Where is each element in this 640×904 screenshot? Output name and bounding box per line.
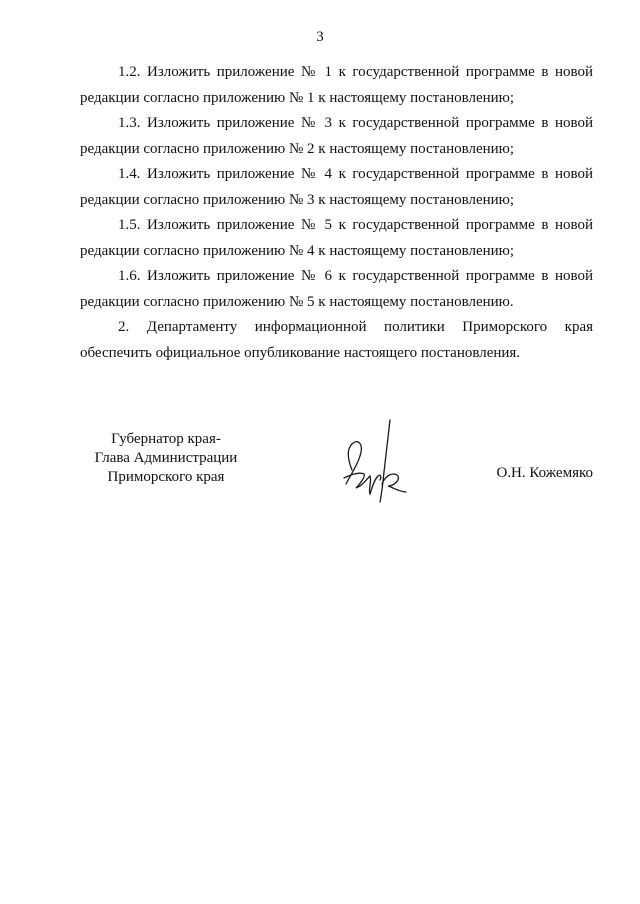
paragraph-1-5 [80,213,593,264]
signatory-name: О.Н. Кожемяко [496,465,593,481]
paragraph-continuation: редакции согласно приложению № 4 к настоящему постановлению; [80,242,515,259]
paragraph-first-line: 1.6. Изложить приложение № 6 к государственной программе в новой [118,268,593,284]
signatory-position-line: Губернатор края- [111,431,221,447]
paragraph-continuation: редакции согласно приложению № 2 к настоящему постановлению; [80,140,515,157]
paragraph-first-line: 1.5. Изложить приложение № 5 к государственной программе в новой [118,217,593,233]
paragraph-1-2 [80,60,593,111]
paragraph-first-line: 1.4. Изложить приложение № 4 к государственной программе в новой [118,166,593,182]
page-number: 3 [316,29,324,45]
signatory-position-line: Глава Администрации [94,450,238,466]
signatory-position-line: Приморского края [107,469,225,485]
paragraph-1-3 [80,111,593,162]
paragraph-first-line: 2. Департаменту информационной политики Приморского края [118,319,593,335]
paragraph-1-4 [80,162,593,213]
document-body [80,60,593,366]
paragraph-continuation: редакции согласно приложению № 1 к настоящему постановлению; [80,89,515,106]
handwritten-signature [338,414,410,506]
signatory-position [80,430,252,487]
paragraph-continuation: редакции согласно приложению № 5 к настоящему постановлению. [80,293,514,310]
paragraph-2 [80,315,593,366]
paragraph-continuation: редакции согласно приложению № 3 к настоящему постановлению; [80,191,515,208]
paragraph-continuation: обеспечить официальное опубликование настоящего постановления. [80,344,521,361]
paragraph-first-line: 1.3. Изложить приложение № 3 к государственной программе в новой [118,115,593,131]
paragraph-1-6 [80,264,593,315]
paragraph-first-line: 1.2. Изложить приложение № 1 к государственной программе в новой [118,64,593,80]
